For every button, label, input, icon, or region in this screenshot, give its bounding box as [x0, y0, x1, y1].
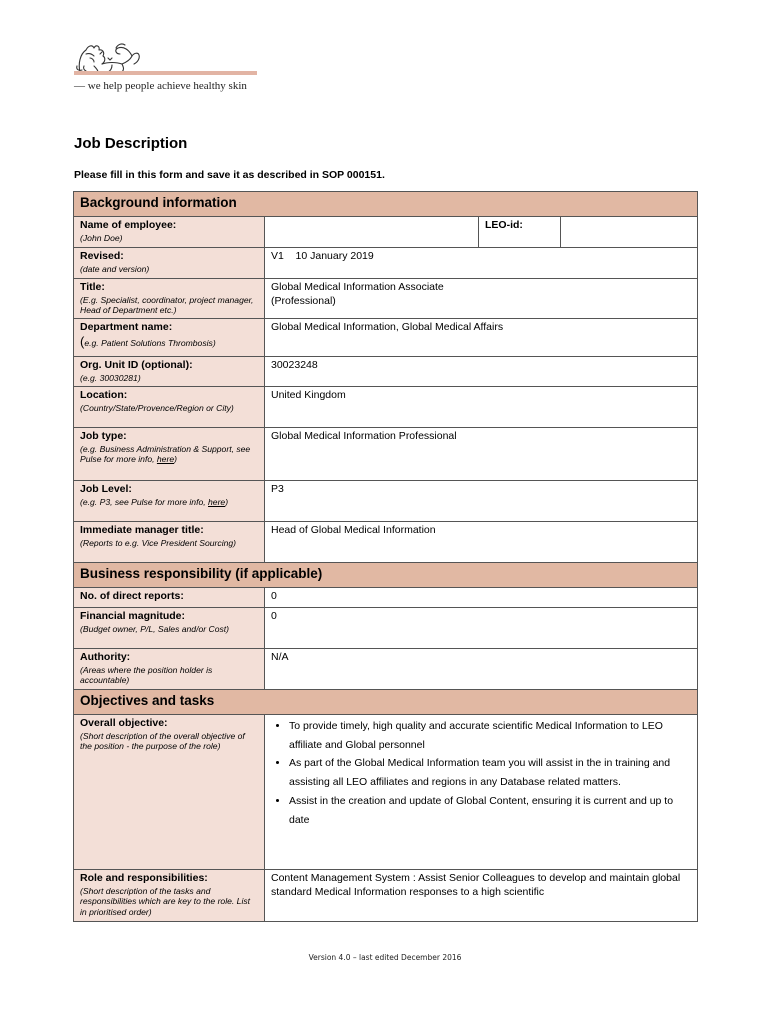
title-field[interactable] [265, 279, 698, 319]
field-label: Title: [80, 281, 105, 293]
field-hint: (Country/State/Provence/Region or City) [80, 402, 234, 413]
tagline: — we help people achieve healthy skin [74, 80, 247, 92]
revised-field[interactable]: V1 10 January 2019 [265, 248, 698, 279]
row-title [74, 279, 698, 319]
objective-item: • As part of the Global Medical Information team you will assist in the in training and assisting all LEO affiliates and regions in any Database related matters. [289, 754, 691, 791]
job-type-field[interactable]: Global Medical Information Professional [265, 428, 698, 481]
field-label: Org. Unit ID (optional): [80, 359, 193, 372]
row-manager [74, 522, 698, 563]
field-label-cell [74, 428, 265, 481]
row-objective [74, 715, 698, 870]
field-label: Financial magnitude: [80, 610, 186, 623]
field-hint: (Reports to e.g. Vice President Sourcing) [80, 537, 237, 548]
field-label: Job Level: [80, 483, 132, 496]
pulse-link[interactable]: here [156, 454, 175, 465]
field-hint: (John Doe) [80, 232, 123, 243]
page-title: Job Description [74, 135, 188, 152]
hint-end: ) [225, 496, 229, 507]
authority-field[interactable]: N/A [265, 649, 698, 690]
section-title: Business responsibility (if applicable) [74, 563, 698, 588]
title-category: (Professional) [271, 294, 336, 307]
field-hint: (e.g. P3, see Pulse for more info, [80, 496, 206, 507]
field-label-cell [74, 522, 265, 563]
field-hint: (Short description of the tasks and responsibilities which are key to the role. List in prioritised order) [80, 885, 251, 918]
manager-title-field[interactable]: Head of Global Medical Information [265, 522, 698, 563]
field-label-cell [74, 715, 265, 870]
field-label-cell [74, 608, 265, 649]
field-label-cell [74, 217, 265, 248]
field-label-cell [74, 481, 265, 522]
field-label-cell [74, 870, 265, 922]
page-footer: Version 4.0 – last edited December 2016 [308, 953, 462, 962]
row-employee [74, 217, 698, 248]
objective-list [271, 717, 691, 829]
objective-item: • To provide timely, high quality and accurate scientific Medical Information to LEO affiliate and Global personnel [289, 717, 691, 754]
leo-id-label: LEO-id: [479, 217, 561, 248]
objective-field[interactable] [265, 715, 698, 870]
org-unit-field[interactable]: 30023248 [265, 357, 698, 387]
field-label: Role and responsibilities: [80, 872, 208, 885]
objective-item: • Assist in the creation and update of Global Content, ensuring it is current and up to date [289, 792, 691, 829]
field-hint: e.g. Patient Solutions Thrombosis) [84, 337, 216, 348]
field-hint: (Short description of the overall objective of the position - the purpose of the role) [80, 730, 245, 752]
field-label-cell [74, 357, 265, 387]
field-hint: (e.g. 30030281) [80, 372, 141, 383]
field-label: Overall objective: [80, 717, 168, 730]
field-label-cell [74, 279, 265, 319]
direct-reports-field[interactable]: 0 [265, 588, 698, 608]
section-title: Objectives and tasks [74, 690, 698, 715]
pulse-link[interactable]: here [208, 496, 226, 507]
field-hint: (E.g. Specialist, coordinator, project manager, Head of Department etc.) [80, 294, 254, 316]
row-department [74, 319, 698, 357]
field-label-cell [74, 649, 265, 690]
row-job-type [74, 428, 698, 481]
row-direct-reports [74, 588, 698, 608]
field-hint: (Areas where the position holder is accountable) [80, 664, 213, 686]
row-job-level [74, 481, 698, 522]
employee-name-field[interactable] [265, 217, 479, 248]
row-roles [74, 870, 698, 922]
row-authority [74, 649, 698, 690]
field-hint: (e.g. Business Administration & Support, see Pulse for more info, [80, 443, 251, 465]
field-label-cell [74, 387, 265, 428]
field-label: Authority: [80, 651, 131, 664]
form-instructions: Please fill in this form and save it as described in SOP 000151. [74, 169, 385, 181]
field-label: Immediate manager title: [80, 524, 204, 537]
location-field[interactable]: United Kingdom [265, 387, 698, 428]
department-field[interactable]: Global Medical Information, Global Medical Affairs [265, 319, 698, 357]
roles-field[interactable]: Content Management System : Assist Senior Colleagues to develop and maintain global standard Medical Information responses to a high scientific [265, 870, 698, 922]
job-level-field[interactable]: P3 [265, 481, 698, 522]
hint-end: ) [174, 454, 177, 465]
section-header-business [74, 563, 698, 588]
row-revised [74, 248, 698, 279]
field-hint: (Budget owner, P/L, Sales and/or Cost) [80, 623, 230, 634]
section-header-background [74, 192, 698, 217]
row-financial [74, 608, 698, 649]
field-label: Job type: [80, 430, 127, 443]
job-description-form [73, 191, 698, 922]
field-label-cell [74, 248, 265, 279]
field-label: No. of direct reports: [80, 590, 184, 603]
row-org-unit [74, 357, 698, 387]
field-label-cell [74, 588, 265, 608]
section-title: Background information [74, 192, 698, 217]
field-label: Name of employee: [80, 219, 177, 231]
section-header-objectives [74, 690, 698, 715]
financial-field[interactable]: 0 [265, 608, 698, 649]
logo-divider [74, 71, 257, 75]
field-label-cell [74, 319, 265, 357]
hint-paren: ( [80, 333, 85, 349]
field-label: Department name: [80, 321, 173, 334]
field-label: Location: [80, 389, 128, 402]
field-label: Revised: [80, 250, 124, 262]
field-hint: (date and version) [80, 263, 150, 274]
leo-id-field[interactable] [561, 217, 698, 248]
title-value: Global Medical Information Associate [271, 281, 444, 293]
row-location [74, 387, 698, 428]
